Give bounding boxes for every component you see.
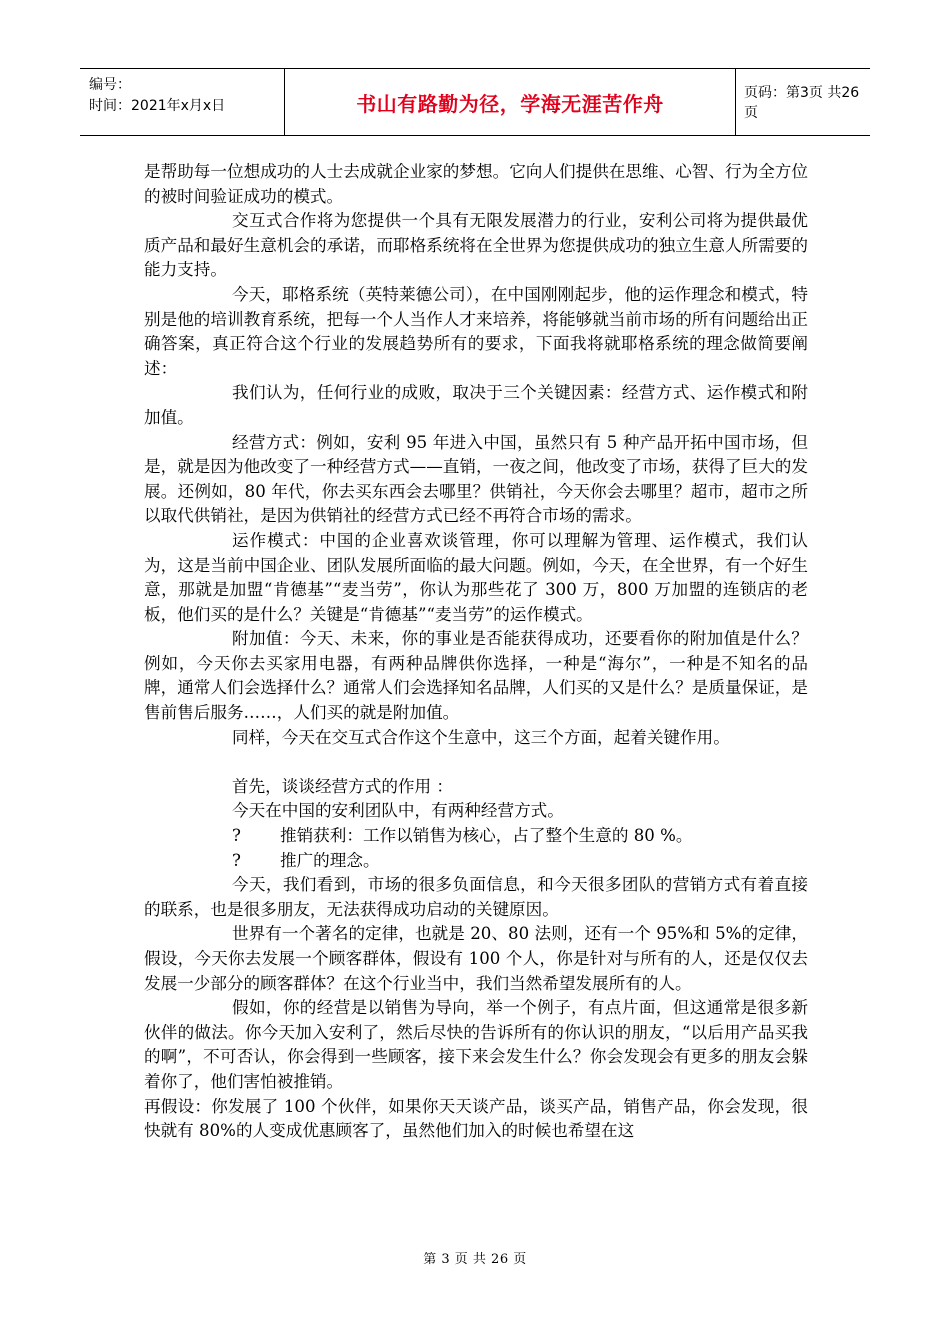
paragraph: 经营方式：例如，安利 95 年进入中国，虽然只有 5 种产品开拓中国市场，但是，就是因为他改变了一种经营方式——直销，一夜之间，他改变了市场，获得了巨大的发展。还例如，80 年代，你去买东西会去哪里？供销社，今天你会去哪里？超市，超市之所以取代供销社，是因为供销社的经营方式已经不再符合市场的需求。 (144, 432, 808, 526)
paragraph: 今天，我们看到，市场的很多负面信息，和今天很多团队的营销方式有着直接的联系，也是很多朋友，无法获得成功启动的关键原因。 (144, 875, 808, 919)
paragraph: 附加值：今天、未来，你的事业是否能获得成功，还要看你的附加值是什么？例如，今天你去买家用电器，有两种品牌供你选择，一种是“海尔”，一种是不知名的品牌，通常人们会选择什么？通常人们会选择知名品牌，人们买的又是什么？是质量保证，是售前售后服务……，人们买的就是附加值。 (144, 629, 808, 723)
header-meta (80, 69, 284, 135)
paragraph: 同样，今天在交互式合作这个生意中，这三个方面，起着关键作用。 (232, 727, 730, 747)
blank-line (144, 750, 808, 775)
paragraph: 再假设：你发展了 100 个伙伴，如果你天天谈产品，谈买产品，销售产品，你会发现，很快就有 80%的人变成优惠顾客了，虽然他们加入的时候也希望在这 (144, 1096, 808, 1141)
list-item (144, 849, 808, 874)
paragraph: 运作模式：中国的企业喜欢谈管理，你可以理解为管理、运作模式，我们认为，这是当前中国企业、团队发展所面临的最大问题。例如，今天，在全世界，有一个好生意，那就是加盟“肯德基”“麦当劳”，你认为那些花了 300 万，800 万加盟的连锁店的老板，他们买的是什么？关键是“肯德基”“麦当劳”的运作模式。 (144, 530, 808, 624)
list-item (144, 824, 808, 849)
paragraph: 今天在中国的安利团队中，有两种经营方式。 (232, 801, 564, 821)
document-number-label: 编号： (89, 77, 131, 93)
header-page-cell (736, 69, 870, 135)
paragraph: 我们认为，任何行业的成败，取决于三个关键因素：经营方式、运作模式和附加值。 (144, 383, 808, 427)
page-header (80, 68, 870, 136)
header-page-number: 页码：第3页 共26页 (744, 85, 860, 121)
document-body (144, 160, 808, 1144)
paragraph: 假如，你的经营是以销售为导向，举一个例子，有点片面，但这通常是很多新伙伴的做法。你今天加入安利了，然后尽快的告诉所有的你认识的朋友，“以后用产品买我的啊”，不可否认，你会得到一些顾客，接下来会发生什么？你会发现会有更多的朋友会躲着你了，他们害怕被推销。 (144, 998, 808, 1091)
list-item-text: 推广的理念。 (280, 850, 380, 870)
paragraph: 是帮助每一位想成功的人士去成就企业家的梦想。它向人们提供在思维、心智、行为全方位的被时间验证成功的模式。 (144, 162, 808, 206)
header-motto-cell (284, 69, 736, 135)
document-date-label: 时间：2021年x月x日 (89, 98, 226, 114)
paragraph: 交互式合作将为您提供一个具有无限发展潜力的行业，安利公司将为提供最优质产品和最好生意机会的承诺，而耶格系统将在全世界为您提供成功的独立生意人所需要的能力支持。 (144, 211, 808, 280)
paragraph: 世界有一个著名的定律，也就是 20、80 法则，还有一个 95%和 5%的定律，假设，今天你去发展一个顾客群体，假设有 100 个人，你是针对与所有的人，还是仅仅去发展一少部分的顾客群体？在这个行业当中，我们当然希望发展所有的人。 (144, 924, 808, 993)
bullet-mark: ? (232, 826, 241, 846)
paragraph: 今天，耶格系统（英特莱德公司），在中国刚刚起步，他的运作理念和模式，特别是他的培训教育系统，把每一个人当作人才来培养，将能够就当前市场的所有问题给出正确答案，真正符合这个行业的发展趋势所有的要求，下面我将就耶格系统的理念做简要阐述： (144, 284, 808, 378)
section-heading: 首先，谈谈经营方式的作用 ： (232, 776, 453, 796)
header-motto: 书山有路勤为径，学海无涯苦作舟 (356, 91, 664, 116)
list-item-text: 推销获利：工作以销售为核心，占了整个生意的 80 %。 (280, 826, 693, 846)
bullet-mark: ? (232, 850, 241, 870)
page-footer: 第 3 页 共 26 页 (423, 1252, 527, 1267)
